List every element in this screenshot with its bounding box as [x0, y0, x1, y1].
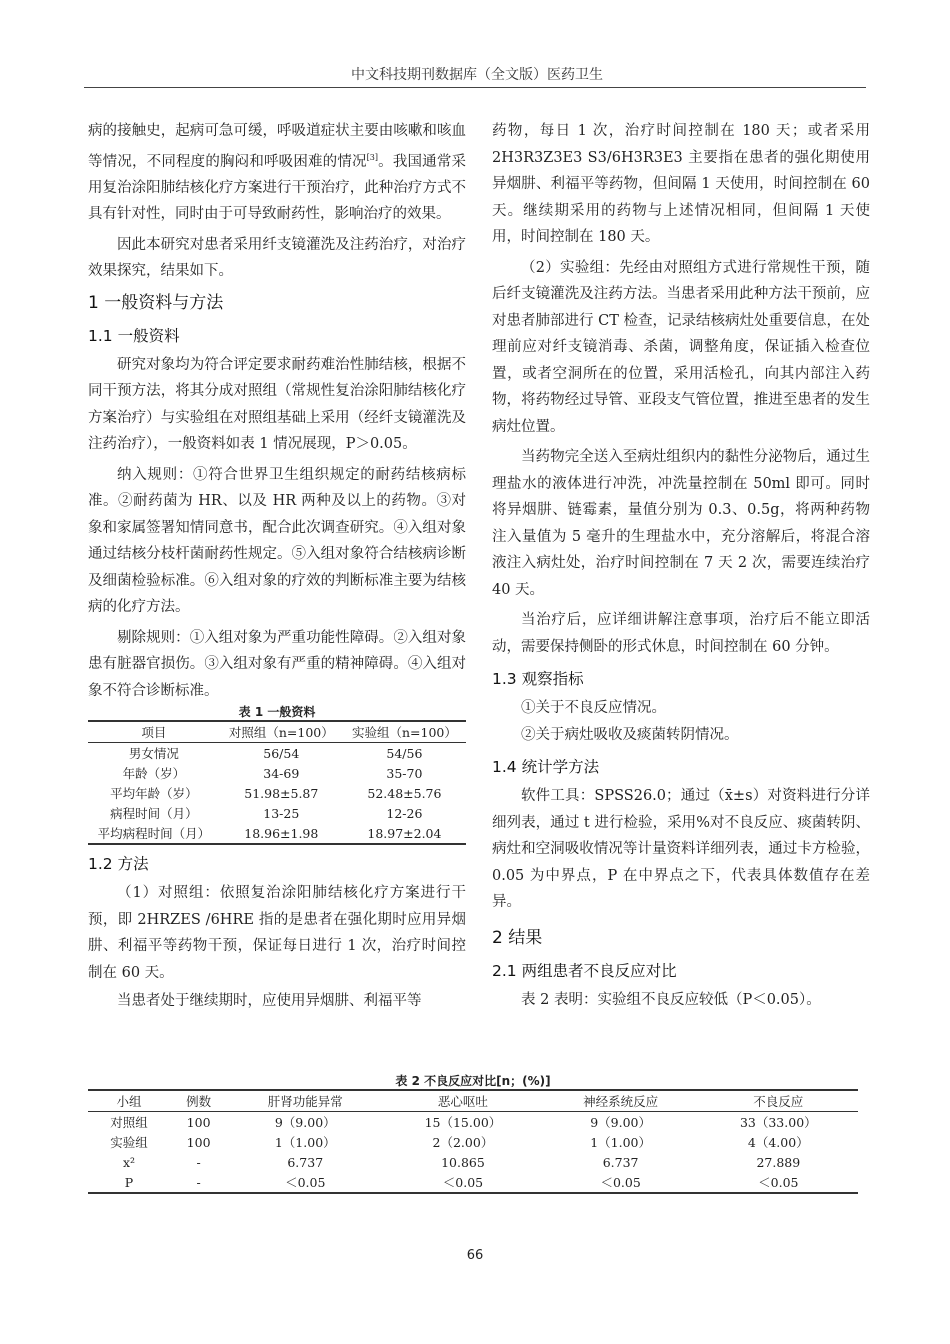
subsection-heading: 1.3 观察指标 — [492, 670, 584, 688]
paragraph: 因此本研究对患者采用纤支镜灌洗及注药治疗，对治疗效果探究，结果如下。 — [88, 236, 466, 280]
paragraph: 当治疗后，应详细讲解注意事项，治疗后不能立即活动，需要保持侧卧的形式休息，时间控制在 60 分钟。 — [492, 612, 870, 655]
table-row: 平均病程时间（月） 18.96±1.98 18.97±2.04 — [97, 825, 442, 842]
paragraph: 纳入规则：①符合世界卫生组织规定的耐药结核病标准。②耐药菌为 HR、以及 HR 两种及以上的药物。③对象和家属签署知情同意书，配合此次调查研究。④入组对象通过结核分枝杆菌耐药性规定。⑤入组对象符合结核病诊断及细菌检验标准。⑥入组对象的疗效的判断标准主要为结核病的化疗方法。 — [88, 466, 466, 616]
table-header: 神经系统反应 — [543, 1090, 699, 1112]
left-column — [88, 118, 466, 1015]
table-row: 男女情况 56/54 54/56 — [128, 745, 423, 762]
table-header: 实验组（n=100） — [343, 721, 466, 743]
paragraph: 剔除规则：①入组对象为严重功能性障碍。②入组对象患有脏器官损伤。③入组对象有严重的精神障碍。④入组对象不符合诊断标准。 — [88, 629, 466, 699]
section-heading: 1 一般资料与方法 — [88, 292, 224, 313]
paragraph: 表 2 表明：实验组不良反应较低（P＜0.05）。 — [521, 991, 821, 1008]
paragraph: 当患者处于继续期时，应使用异烟肼、利福平等 — [117, 993, 422, 1010]
table2-block — [88, 1073, 858, 1194]
paragraph: （1）对照组：依照复治涂阳肺结核化疗方案进行干预，即 2HRZES /6HRE 指的是患者在强化期时应用异烟肼、利福平等药物干预，保证每日进行 1 次，治疗时间控制在 60 天。 — [88, 885, 466, 981]
table-header: 对照组（n=100） — [220, 721, 343, 743]
paragraph: （2）实验组：先经由对照组方式进行常规性干预，随后纤支镜灌洗及注药方法。当患者采用此种方法干预前，应对患者肺部进行 CT 检查，记录结核病灶处重要信息，在处理前应对纤支镜消毒、杀菌，调整角度，保证插入检查位置，或者空洞所在的位置，采用活检孔，向其内部注入药物，将药物经过导管、亚段支气管位置，推进至患者的发生病灶位置。 — [492, 259, 870, 435]
running-header: 中文科技期刊数据库（全文版）医药卫生 — [351, 67, 603, 83]
subsection-heading: 1.2 方法 — [88, 855, 149, 874]
table-row: 年龄（岁） 34-69 35-70 — [122, 765, 423, 782]
paragraph: 当药物完全送入至病灶组织内的黏性分泌物后，通过生理盐水的液体进行冲洗，冲洗量控制在 50ml 即可。同时将异烟肼、链霉素，量值分别为 0.3、0.5g，将两种药物注入量值为 5 毫升的生理盐水中，充分溶解后，将混合溶液注入病灶处，治疗时间控制在 7 天 2 次，需要连续治疗 40 天。 — [492, 449, 870, 598]
table-row: x² - 6.737 10.865 6.737 27.889 — [122, 1154, 801, 1170]
table1-caption: 表 1 一般资料 — [238, 705, 316, 720]
table-row: P - ＜0.05 ＜0.05 ＜0.05 ＜0.05 — [124, 1174, 799, 1190]
citation: [3] — [366, 152, 379, 162]
page-number: 66 — [466, 1248, 484, 1263]
paragraph: 病的接触史，起病可急可缓，呼吸道症状主要由咳嗽和咳血等情况，不同程度的胸闷和呼吸困难的情况[3]。我国通常采用复治涂阳肺结核化疗方案进行干预治疗，此种治疗方式不具有针对性，同时由于可导致耐药性，影响治疗的效果。 — [88, 123, 467, 223]
table-row: 实验组 100 1（1.00） 2（2.00） 1（1.00） 4（4.00） — [110, 1134, 809, 1150]
paragraph: ②关于病灶吸收及痰菌转阴情况。 — [521, 726, 739, 743]
table-row: 对照组 100 9（9.00） 15（15.00） 9（9.00） 33（33.00） — [110, 1114, 817, 1130]
table-row: 病程时间（月） 13-25 12-26 — [110, 805, 423, 822]
paragraph: 研究对象均为符合评定要求耐药难治性肺结核，根据不同干预方法，将其分成对照组（常规性复治涂阳肺结核化疗方案治疗）与实验组在对照组基础上采用（经纤支镜灌洗及注药治疗），一般资料如表 1 情况展现，P＞0.05。 — [88, 356, 466, 453]
table2-caption: 表 2 不良反应对比[n；(%)] — [395, 1074, 551, 1088]
table-header: 项目 — [88, 721, 220, 743]
table1 — [88, 720, 466, 845]
table-header: 不良反应 — [699, 1090, 858, 1112]
table-header: 例数 — [170, 1090, 227, 1112]
table2 — [88, 1089, 858, 1194]
table-row: 平均年龄（岁） 51.98±5.87 52.48±5.76 — [110, 785, 442, 802]
paragraph: ①关于不良反应情况。 — [521, 700, 666, 716]
paragraph: 药物，每日 1 次，治疗时间控制在 180 天；或者采用 2H3R3Z3E3 S3/6H3R3E3 主要指在患者的强化期使用异烟肼、利福平等药物，但间隔 1 天使用，时间控制在 60 天。继续期采用的药物与上述情况相同，但间隔 1 天使用，时间控制在 180 天。 — [492, 123, 870, 245]
table-header: 小组 — [88, 1090, 170, 1112]
header-rule — [84, 87, 866, 88]
table-header: 肝肾功能异常 — [227, 1090, 383, 1112]
section-heading: 2 结果 — [492, 927, 543, 948]
paragraph: 软件工具：SPSS26.0；通过（x̄±s）对资料进行分详细列表，通过 t 进行检验，采用%对不良反应、痰菌转阴、病灶和空洞吸收情况等计量资料详细列表，通过卡方检验，0.05 为中界点，P 在中界点之下，代表具体数值存在差异。 — [492, 788, 870, 910]
table-header: 恶心呕吐 — [383, 1090, 542, 1112]
subsection-heading: 2.1 两组患者不良反应对比 — [492, 961, 677, 980]
subsection-heading: 1.1 一般资料 — [88, 326, 180, 345]
subsection-heading: 1.4 统计学方法 — [492, 758, 600, 776]
right-column — [492, 118, 870, 1013]
